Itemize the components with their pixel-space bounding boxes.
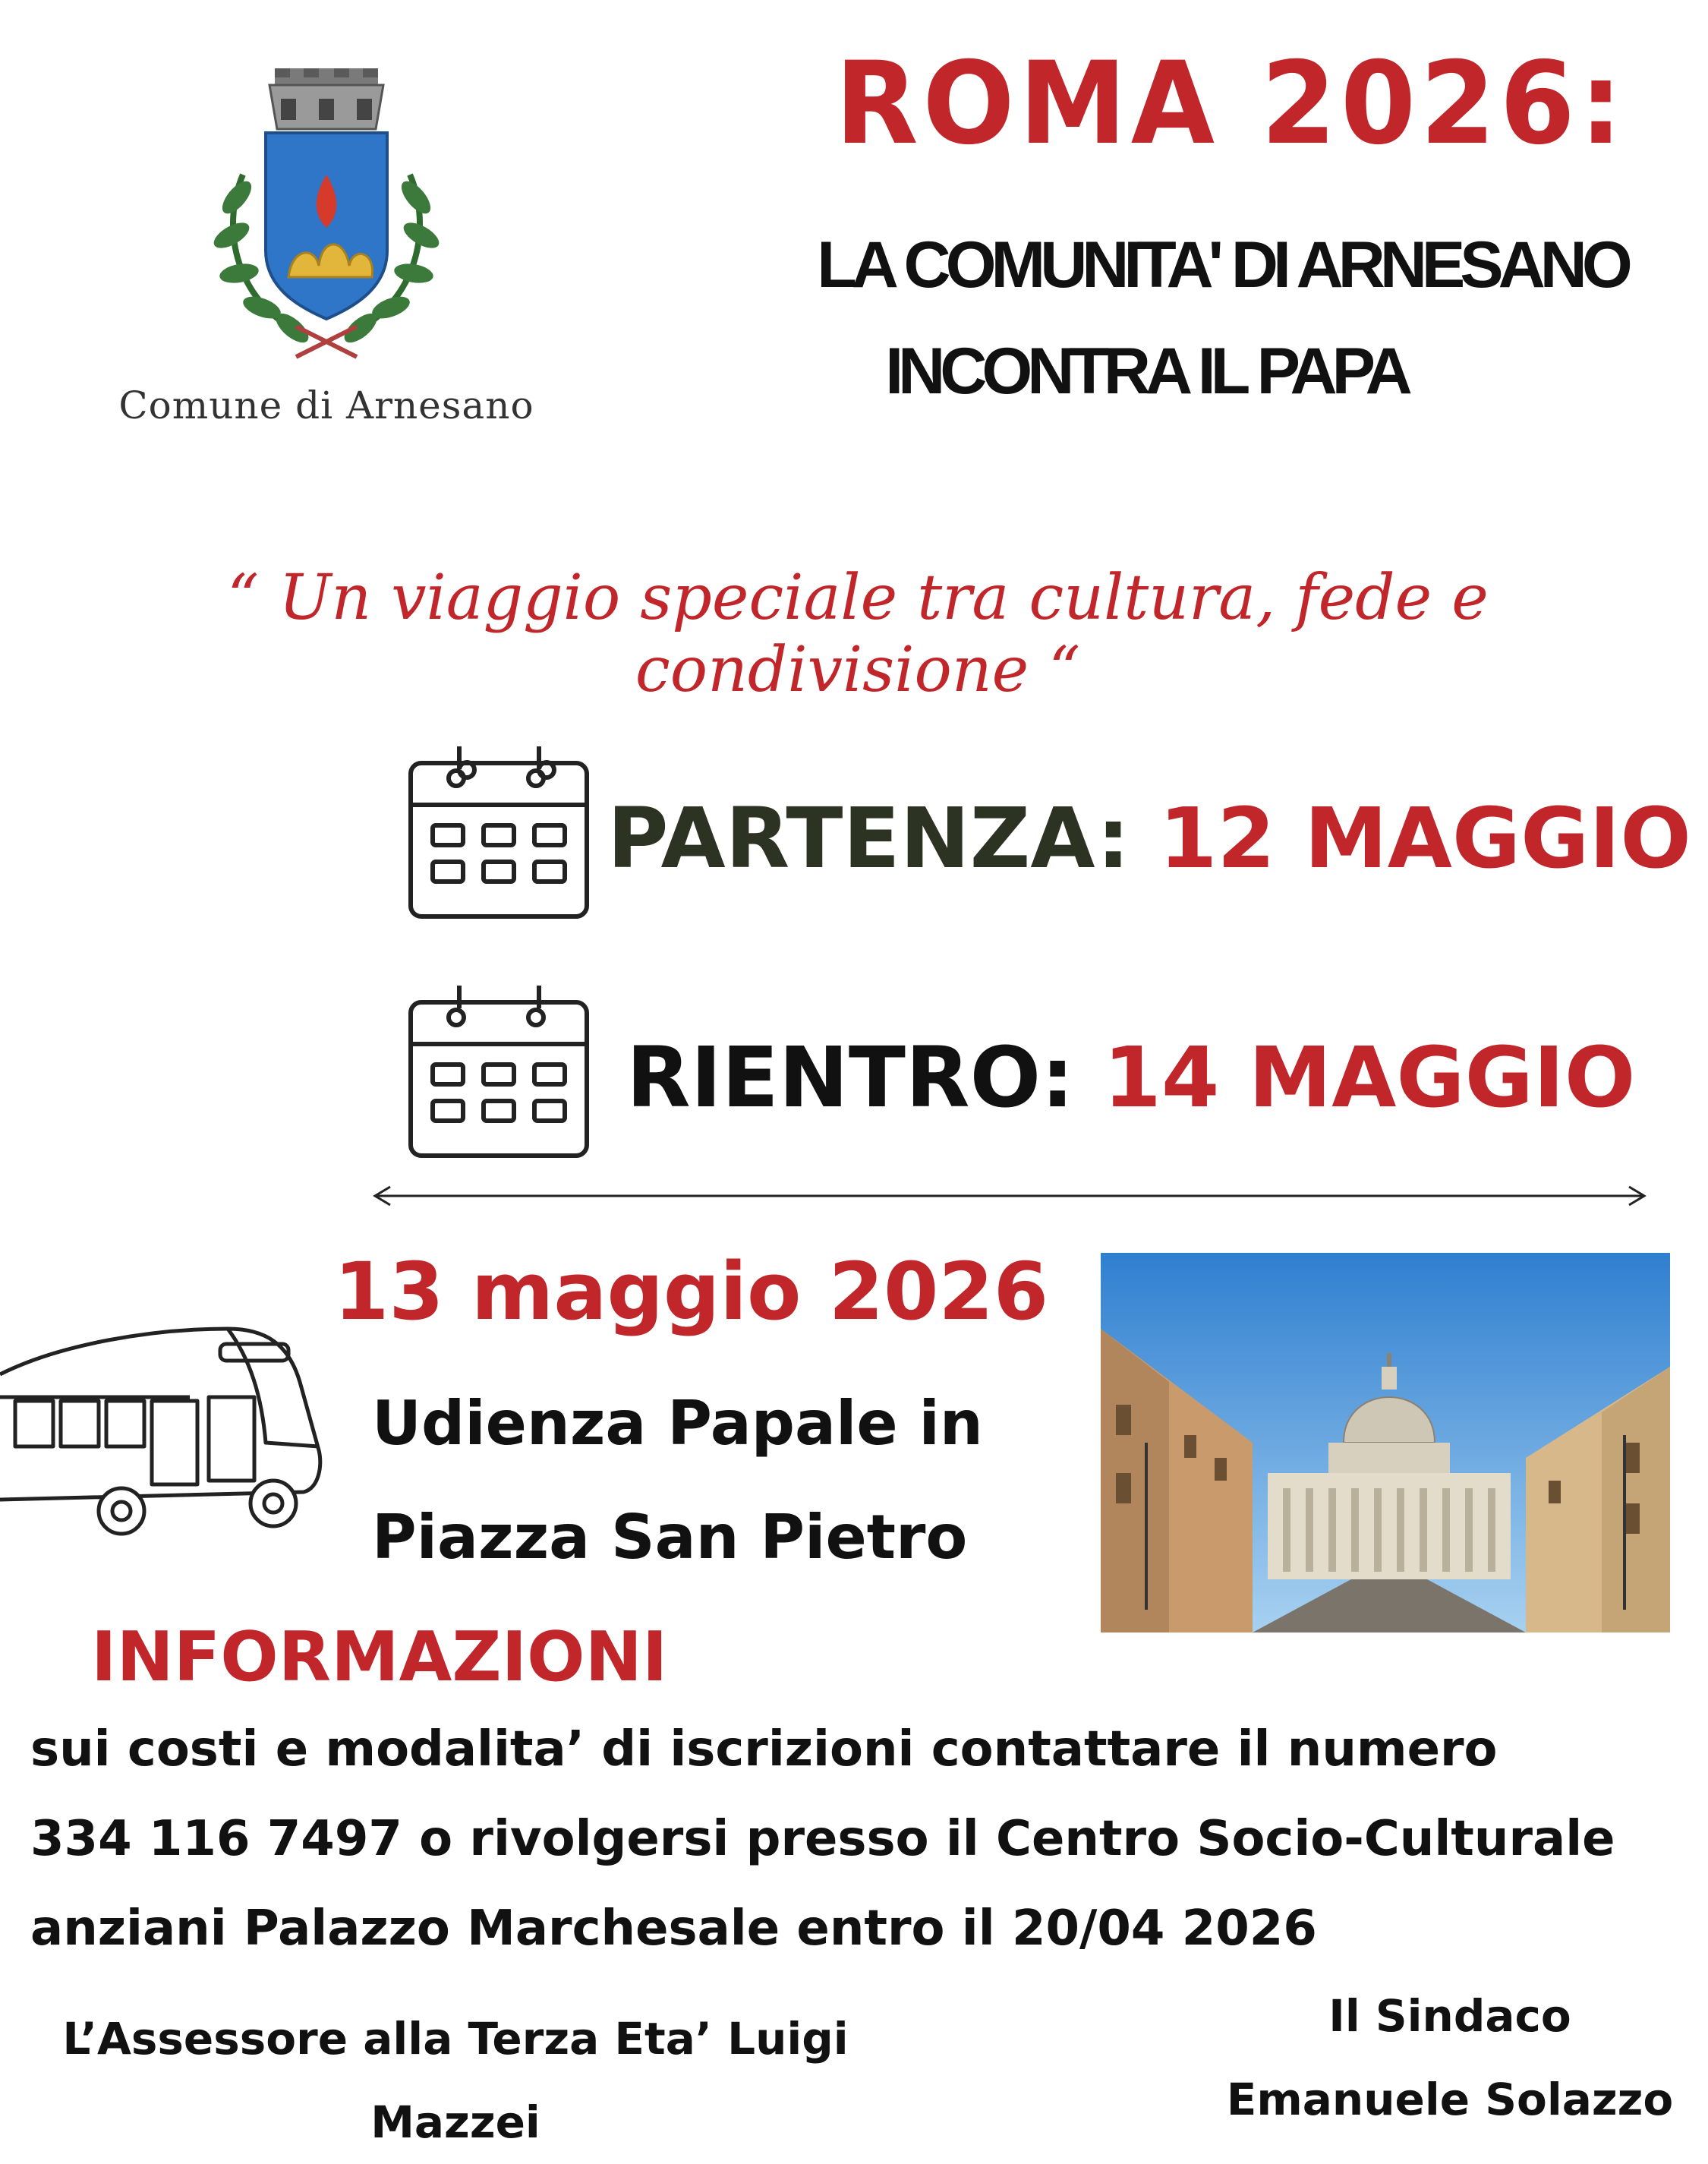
crown-icon <box>269 68 383 129</box>
st-peters-basilica-photo <box>1101 1253 1670 1632</box>
audience-date: 13 maggio 2026 <box>334 1245 1049 1338</box>
return-date: 14 MAGGIO <box>1103 1029 1636 1126</box>
info-line-1: sui costi e modalita’ di iscrizioni contattare il numero <box>30 1721 1498 1778</box>
info-heading: INFORMAZIONI <box>91 1617 668 1697</box>
departure-date: 12 MAGGIO <box>1158 790 1691 887</box>
departure-line <box>607 790 1691 887</box>
sindaco-signature <box>1184 1974 1708 2141</box>
info-line-3: anziani Palazzo Marchesale entro il 20/04 2026 <box>30 1901 1317 1957</box>
audience-description <box>372 1367 1055 1595</box>
assessore-signature <box>30 1997 881 2164</box>
departure-label: PARTENZA: <box>607 790 1130 887</box>
comune-coat-of-arms-logo <box>190 61 463 380</box>
info-body <box>30 1705 1700 1973</box>
return-line <box>626 1029 1635 1126</box>
assessore-name: Mazzei <box>370 2096 540 2148</box>
logo-caption: Comune di Arnesano <box>118 383 534 427</box>
double-arrow-divider <box>372 1185 1647 1207</box>
sindaco-name: Emanuele Solazzo <box>1226 2074 1674 2125</box>
tagline: “ Un viaggio speciale tra cultura, fede e condivisione “ <box>227 562 1489 706</box>
calendar-icon <box>406 979 592 1162</box>
page-title: ROMA 2026: <box>835 38 1628 170</box>
subtitle-line-2: INCONTRA IL PAPA <box>885 335 1407 408</box>
sindaco-title: Il Sindaco <box>1328 1990 1571 2042</box>
audience-description-line-2: Piazza San Pietro <box>372 1502 968 1573</box>
info-line-2: 334 116 7497 o rivolgersi presso il Centro Socio-Culturale <box>30 1811 1615 1867</box>
audience-description-line-1: Udienza Papale in <box>372 1388 983 1459</box>
return-label: RIENTRO: <box>626 1029 1075 1126</box>
bus-icon <box>0 1314 334 1541</box>
subtitle-line-1: LA COMUNITA' DI ARNESANO <box>817 229 1628 301</box>
assessore-title: L’Assessore alla Terza Eta’ Luigi <box>62 2013 849 2065</box>
calendar-icon <box>406 740 592 923</box>
